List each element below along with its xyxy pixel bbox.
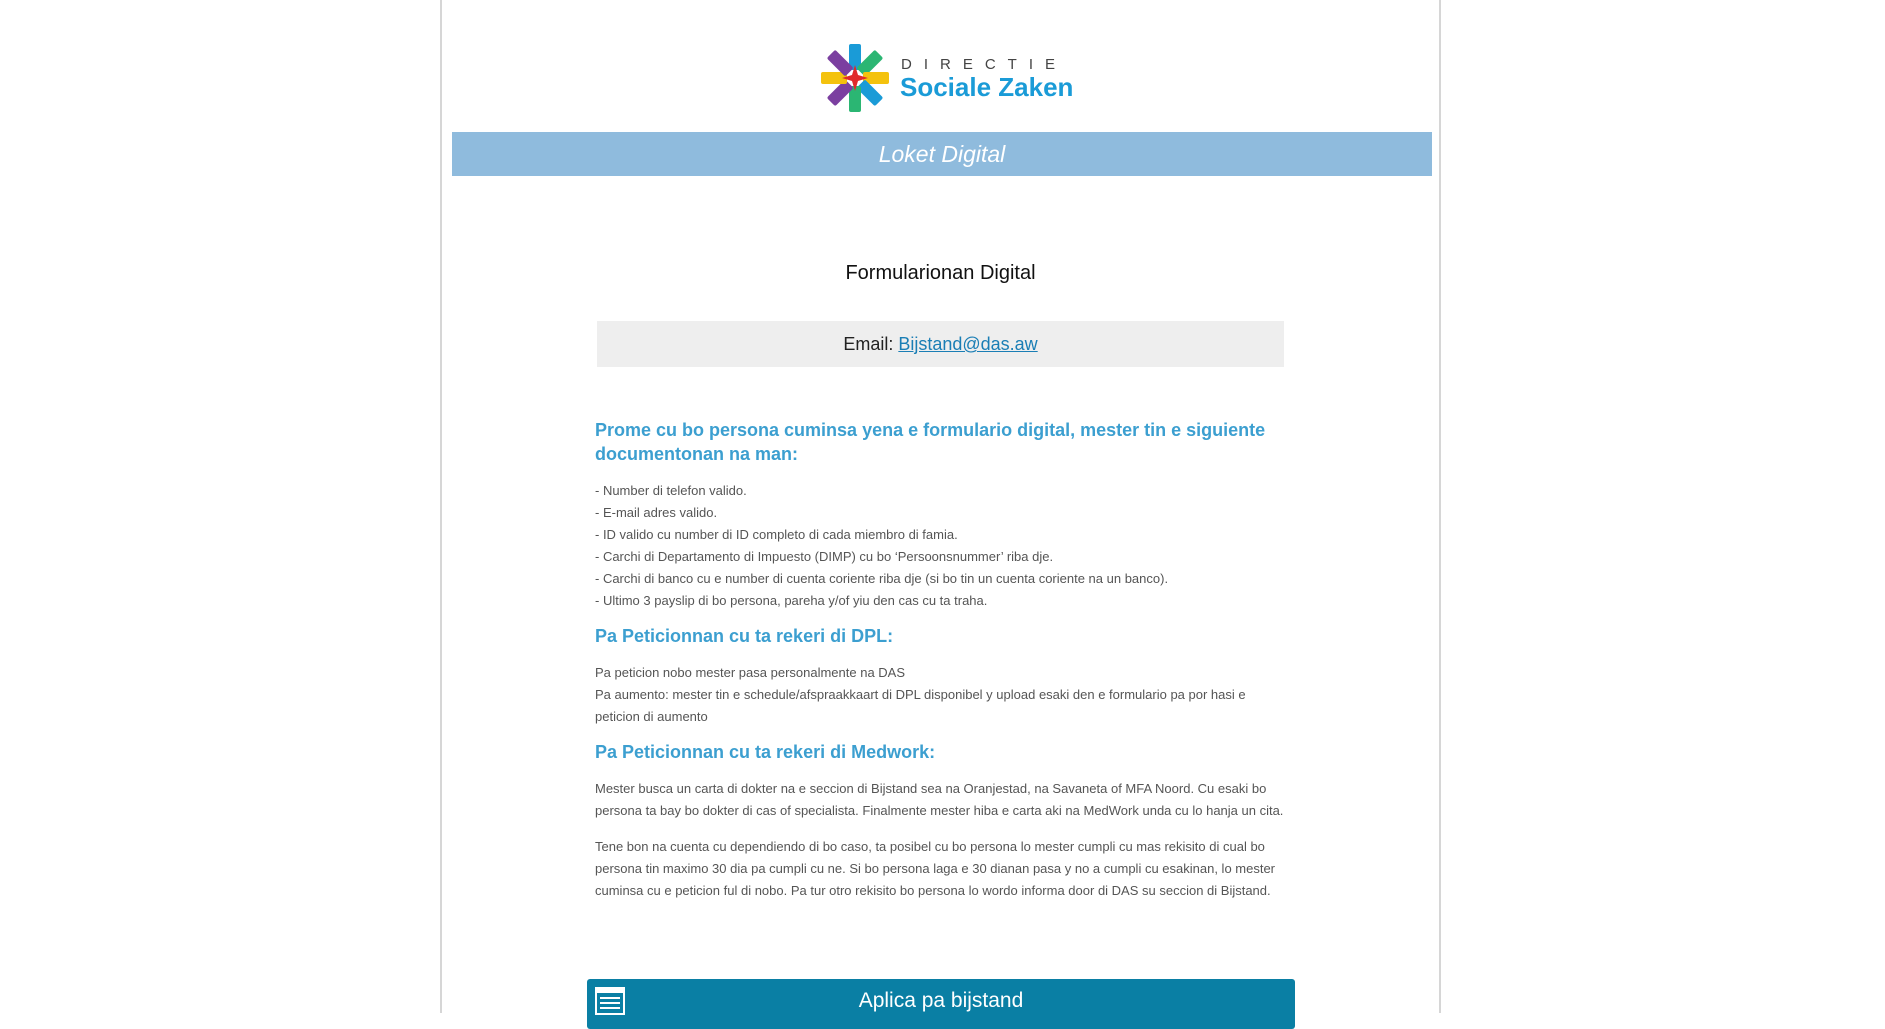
medwork-text: Mester busca un carta di dokter na e seccion di Bijstand sea na Oranjestad, na Savaneta of MFA Noord. Cu esaki bo persona ta bay bo dokter di cas of specialista. Finalmente mester hiba e carta aki na MedWork unda cu lo hanja un cita. [595,781,1284,818]
apply-bijstand-button[interactable] [587,979,1295,1029]
dpl-heading: Pa Peticionnan cu ta rekeri di DPL: [595,626,894,646]
list-item: - Number di telefon valido. [595,483,747,498]
loket-digital-banner: Loket Digital [452,132,1432,176]
email-box [597,321,1284,367]
apply-button-label: Aplica pa bijstand [858,989,1024,1012]
das-logo[interactable] [819,42,1074,114]
page-frame [440,0,1441,1013]
list-item: - Carchi di Departamento di Impuesto (DIMP) cu bo ‘Persoonsnummer’ riba dje. [595,549,1054,564]
form-document-icon [595,987,625,1015]
dpl-text: Pa aumento: mester tin e schedule/afspraakkaart di DPL disponibel y upload esaki den e formulario pa por hasi e peticion di aumento [595,687,1246,724]
list-item: - E-mail adres valido. [595,505,718,520]
list-item: - Carchi di banco cu e number di cuenta coriente riba dje (si bo tin un cuenta coriente na un banco). [595,571,1169,586]
email-label: Email: [843,334,894,354]
list-item: - ID valido cu number di ID completo di cada miembro di famia. [595,527,958,542]
das-star-logo-icon [819,42,891,114]
requirements-list [595,480,1285,612]
list-item: - Ultimo 3 payslip di bo persona, pareha y/of yiu den cas cu ta traha. [595,593,988,608]
logo-directie-text: DIRECTIE [901,56,1068,73]
dpl-text: Pa peticion nobo mester pasa personalmente na DAS [595,665,906,680]
email-link[interactable]: Bijstand@das.aw [898,334,1038,354]
page-title: Formularionan Digital [845,262,1036,284]
content-section [595,418,1285,902]
requirements-heading: Prome cu bo persona cuminsa yena e formulario digital, mester tin e siguiente documentonan na man: [595,420,1266,464]
notice-text: Tene bon na cuenta cu dependiendo di bo caso, ta posibel cu bo persona lo mester cumpli cu mas rekisito di cual bo persona tin maximo 30 dia pa cumpli cu ne. Si bo persona laga e 30 dianan pasa y no a cumpli cu esakinan, lo mester cuminsa cu e peticion ful di nobo. Pa tur otro rekisito bo persona lo wordo informa door di DAS su seccion di Bijstand. [595,839,1276,898]
medwork-heading: Pa Peticionnan cu ta rekeri di Medwork: [595,742,936,762]
logo-sociale-zaken-text: Sociale Zaken [900,72,1074,102]
